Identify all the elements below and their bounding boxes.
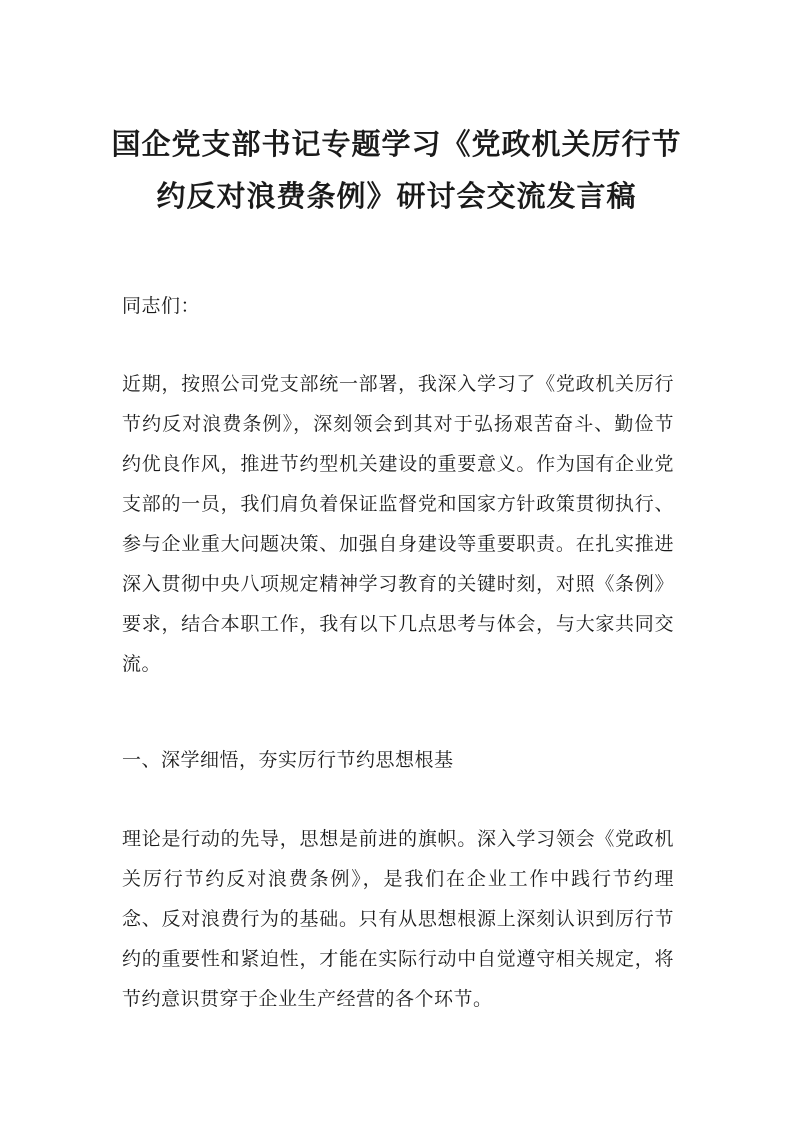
title-line-2: 约反对浪费条例》研讨会交流发言稿 [156, 179, 637, 213]
salutation: 同志们： [122, 295, 201, 317]
document-title [90, 118, 703, 222]
paragraph-intro: 近期，按照公司党支部统一部署，我深入学习了《党政机关厉行节约反对浪费条例》，深刻领会到其对于弘扬艰苦奋斗、勤俭节约优良作风，推进节约型机关建设的重要意义。作为国有企业党支部的一员，我们肩负着保证监督党和国家方针政策贯彻执行、参与企业重大问题决策、加强自身建设等重要职责。在扎实推进深入贯彻中央八项规定精神学习教育的关键时刻，对照《条例》要求，结合本职工作，我有以下几点思考与体会，与大家共同交流。 [122, 373, 674, 675]
paragraph-section-1: 理论是行动的先导，思想是前进的旗帜。深入学习领会《党政机关厉行节约反对浪费条例》，是我们在企业工作中践行节约理念、反对浪费行为的基础。只有从思想根源上深刻认识到厉行节约的重要性和紧迫性，才能在实际行动中自觉遵守相关规定，将节约意识贯穿于企业生产经营的各个环节。 [122, 828, 674, 1010]
title-line-1: 国企党支部书记专题学习《党政机关厉行节 [111, 127, 682, 161]
section-heading-1: 一、深学细悟，夯实厉行节约思想根基 [122, 749, 454, 771]
